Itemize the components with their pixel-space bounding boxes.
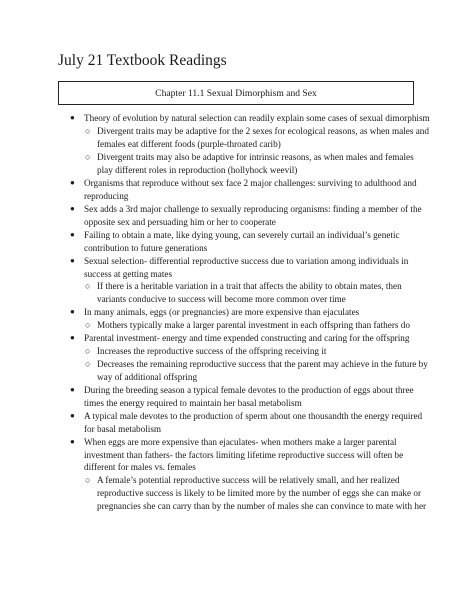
bullet-item [70,229,430,255]
bullet-text: Organisms that reproduce without sex face 2 major challenges: surviving to adulthood and reproducing [84,177,417,201]
sub-bullet-marker: ○ [85,151,91,162]
bullet-item [70,177,430,203]
sub-bullet-marker: ○ [85,320,91,331]
bullet-text: Parental investment- energy and time expended constructing and caring for the offspring [84,333,410,344]
bullet-item [70,410,430,436]
page-title: July 21 Textbook Readings [58,52,227,69]
bullet-text: Divergent traits may be adaptive for the 2 sexes for ecological reasons, as when males and females eat different foods (purple-throated carib) [97,126,429,149]
bullet-item [70,332,430,345]
sub-bullet-item [85,125,430,151]
bullet-item [70,203,430,229]
sub-bullet-item [85,319,430,332]
bullet-text: Decreases the remaining reproductive success that the parent may achieve in the future by way of additional offspring [97,358,428,382]
bullet-item [70,112,430,125]
sub-bullet-marker: ○ [85,358,91,369]
bullet-text: Failing to obtain a mate, like dying young, can severely curtail an individual’s genetic contribution to future generations [84,229,400,253]
bullet-text: A female’s potential reproductive success will be relatively small, and her realized reproductive success is likely to be limited more by the number of eggs she can make or pregnancies she can carry than by the number of males she can convince to mate with her [97,475,427,511]
bullet-text: When eggs are more expensive than ejaculates- when mothers make a larger parental investment than fathers- the factors limiting lifetime reproductive success will often be different for males vs. females [84,436,404,473]
bullet-text: Increases the reproductive success of the offspring receiving it [97,346,327,357]
bullet-item [70,255,430,281]
bullet-marker: ● [70,384,75,394]
bullet-marker: ● [70,113,75,123]
sub-bullet-marker: ○ [85,281,91,292]
bullet-text: Divergent traits may also be adaptive for intrinsic reasons, as when males and females play different roles in reproduction (hollyhock weevil) [97,151,414,175]
sub-bullet-marker: ○ [85,346,91,357]
bullet-text: Theory of evolution by natural selection can readily explain some cases of sexual dimorphism [84,113,430,124]
bullet-text: Sex adds a 3rd major challenge to sexually reproducing organisms: finding a member of the opposite sex and persuading him or her to cooperate [84,203,422,227]
bullet-text: A typical male devotes to the production of sperm about one thousandth the energy required for basal metabolism [84,410,423,434]
bullet-marker: ● [70,203,75,213]
bullet-text: In many animals, eggs (or pregnancies) are more expensive than ejaculates [84,307,360,318]
bullet-item [70,306,430,319]
bullet-text: Mothers typically make a larger parental investment in each offspring than fathers do [97,320,410,331]
bullet-item [70,384,430,410]
sub-bullet-item [85,151,430,177]
sub-bullet-marker: ○ [85,126,91,137]
bullet-item [70,436,430,474]
sub-bullet-item [85,358,430,384]
bullet-marker: ● [70,307,75,317]
bullet-text: If there is a heritable variation in a trait that affects the ability to obtain mates, then variants conducive to success will become more common over time [97,281,402,305]
bullet-marker: ● [70,229,75,239]
bullet-marker: ● [70,436,75,446]
bullet-text: During the breeding season a typical female devotes to the production of eggs about three times the energy required to maintain her basal metabolism [84,384,414,408]
bullet-marker: ● [70,255,75,265]
bullet-text: Sexual selection- differential reproductive success due to variation among individuals in success at getting mates [84,255,409,279]
notes-list [70,112,430,513]
bullet-marker: ● [70,177,75,187]
chapter-heading: Chapter 11.1 Sexual Dimorphism and Sex [58,81,414,105]
bullet-marker: ● [70,410,75,420]
sub-bullet-item [85,345,430,358]
bullet-marker: ● [70,333,75,343]
sub-bullet-item [85,474,430,512]
sub-bullet-marker: ○ [85,475,91,486]
sub-bullet-item [85,280,430,306]
